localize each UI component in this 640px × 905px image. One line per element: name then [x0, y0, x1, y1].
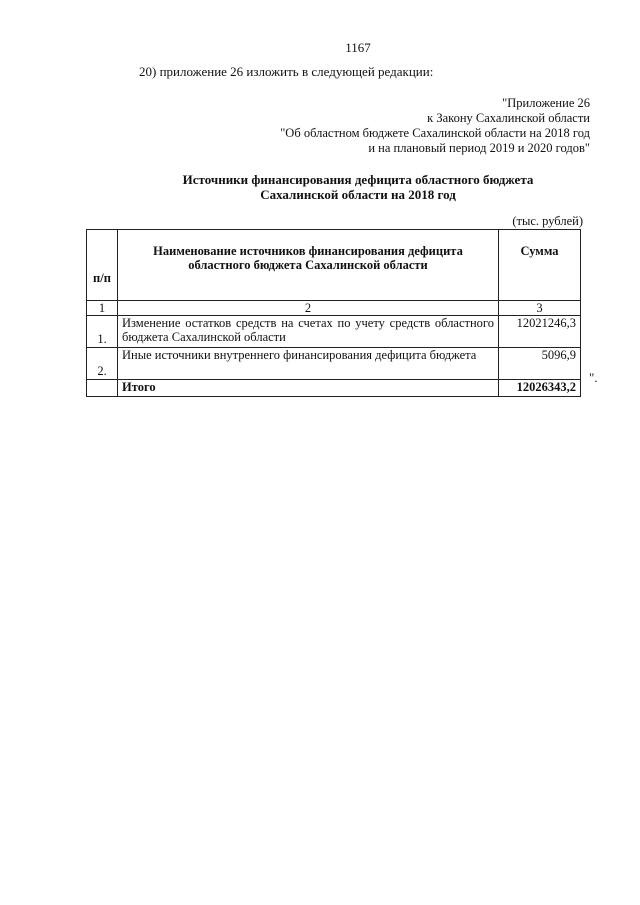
document-title-line-2: Сахалинской области на 2018 год: [260, 187, 456, 202]
closing-quote: ".: [589, 370, 598, 385]
table-index-row: [87, 301, 581, 316]
page-number: 1167: [345, 40, 371, 55]
financing-sources-table: [86, 229, 581, 397]
units-label: (тыс. рублей): [512, 214, 583, 228]
table-row: [87, 316, 581, 348]
row-sum: 5096,9: [499, 348, 581, 380]
total-empty-cell: [87, 380, 118, 397]
index-cell: 3: [499, 301, 581, 316]
table-total-row: [87, 380, 581, 397]
row-name: Иные источники внутреннего финансирования дефицита бюджета: [118, 348, 499, 380]
index-cell: 1: [87, 301, 118, 316]
table-row: [87, 348, 581, 380]
header-num: п/п: [87, 230, 118, 301]
header-name: Наименование источников финансирования дефицита областного бюджета Сахалинской области: [118, 230, 499, 301]
table-header-row: [87, 230, 581, 301]
appendix-line-1: "Приложение 26: [502, 96, 590, 110]
row-sum: 12021246,3: [499, 316, 581, 348]
appendix-line-3: "Об областном бюджете Сахалинской области на 2018 год: [280, 126, 590, 140]
appendix-line-2: к Закону Сахалинской области: [427, 111, 590, 125]
total-label: Итого: [118, 380, 499, 397]
row-name: Изменение остатков средств на счетах по учету средств областного бюджета Сахалинской области: [118, 316, 499, 348]
intro-text: 20) приложение 26 изложить в следующей редакции:: [139, 64, 434, 79]
index-cell: 2: [118, 301, 499, 316]
row-number: 2.: [87, 348, 118, 380]
header-sum: Сумма: [499, 230, 581, 301]
row-number: 1.: [87, 316, 118, 348]
total-sum: 12026343,2: [499, 380, 581, 397]
appendix-line-4: и на плановый период 2019 и 2020 годов": [368, 141, 590, 155]
document-title-line-1: Источники финансирования дефицита областного бюджета: [182, 172, 534, 187]
